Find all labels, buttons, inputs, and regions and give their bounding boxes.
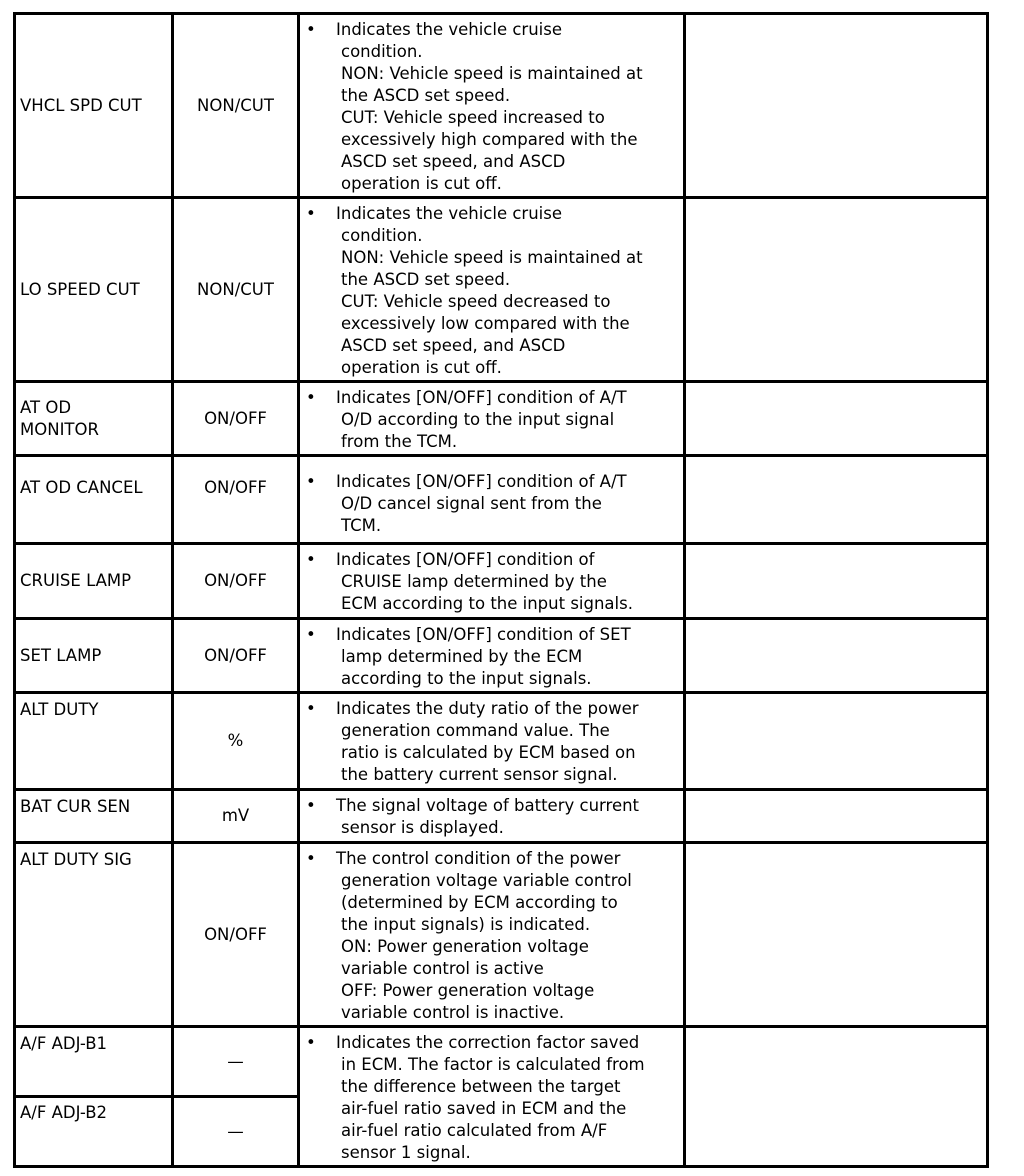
table-row-description: • The control condition of the power generation voltage variable control (determined by ECM according to the input signals) is indicated. ON: Power generation voltage variable control is active OFF: Power generation voltage variable control is inactive. <box>306 849 632 1022</box>
table-row-value: NON/CUT <box>197 95 274 115</box>
table-row-value: — <box>227 1121 244 1141</box>
table-row-value: — <box>227 1051 244 1071</box>
table-row-value: mV <box>221 806 250 825</box>
table-row-description: • Indicates the vehicle cruise condition. NON: Vehicle speed is maintained at the ASCD set speed. CUT: Vehicle speed decreased to excessively low compared with the ASCD set speed, and ASCD operation is cut off. <box>306 204 643 377</box>
table-row-value: NON/CUT <box>197 279 274 299</box>
table-row-description: • Indicates [ON/OFF] condition of SET lamp determined by the ECM according to the input signals. <box>306 625 631 688</box>
table-row-value: ON/OFF <box>204 478 267 497</box>
row-divider <box>16 788 986 791</box>
bullet: • <box>306 796 316 815</box>
table-row-description: • Indicates [ON/OFF] condition of A/T O/D cancel signal sent from the TCM. <box>306 472 627 535</box>
table-row-description: • Indicates the vehicle cruise condition. NON: Vehicle speed is maintained at the ASCD set speed. CUT: Vehicle speed increased to excessively high compared with the ASCD set speed, and ASCD operation is cut off. <box>306 20 643 193</box>
table-row-name: A/F ADJ-B1 <box>20 1034 108 1053</box>
row-divider <box>16 841 986 844</box>
table-row-value: ON/OFF <box>204 408 267 428</box>
table-row-description: • Indicates [ON/OFF] condition of A/T O/D according to the input signal from the TCM. <box>306 388 627 451</box>
bullet: • <box>306 204 316 223</box>
table-row-name: LO SPEED CUT <box>20 279 140 299</box>
bullet: • <box>306 625 316 644</box>
table-row-description: • The signal voltage of battery current sensor is displayed. <box>306 796 640 837</box>
table-row-description: • Indicates the duty ratio of the power generation command value. The ratio is calculated by ECM based on the battery current sensor signal. <box>306 699 639 784</box>
bullet: • <box>306 388 316 407</box>
bullet: • <box>306 849 316 868</box>
table-row-name: ALT DUTY <box>20 700 99 719</box>
table-row-description: • Indicates [ON/OFF] condition of CRUISE lamp determined by the ECM according to the input signals. <box>306 550 633 613</box>
table-row-name: BAT CUR SEN <box>20 797 131 816</box>
table-row-name: ALT DUTY SIG <box>20 850 132 869</box>
bullet: • <box>306 20 316 39</box>
table-row-description: • Indicates the correction factor saved in ECM. The factor is calculated from the difference between the target air-fuel ratio saved in ECM and the air-fuel ratio calculated from A/F sensor 1 signal. <box>306 1033 645 1162</box>
row-divider <box>16 691 986 694</box>
column-divider <box>683 15 686 1165</box>
table-row-name: AT OD CANCEL <box>20 478 143 497</box>
table-row-name: A/F ADJ-B2 <box>20 1103 108 1122</box>
bullet: • <box>306 699 316 718</box>
bullet: • <box>306 1033 316 1052</box>
table-row-value: ON/OFF <box>204 645 267 665</box>
table-row-name: SET LAMP <box>20 645 102 665</box>
bullet: • <box>306 472 316 491</box>
table-row-value: ON/OFF <box>204 571 267 590</box>
bullet: • <box>306 550 316 569</box>
table-row-name: CRUISE LAMP <box>20 571 132 590</box>
parameter-table <box>13 12 989 1168</box>
table-row-value: % <box>227 731 244 750</box>
row-divider <box>16 1025 986 1028</box>
table-row-name: AT OD MONITOR <box>20 397 99 439</box>
table-row-value: ON/OFF <box>204 924 267 944</box>
table-row-name: VHCL SPD CUT <box>20 95 142 115</box>
